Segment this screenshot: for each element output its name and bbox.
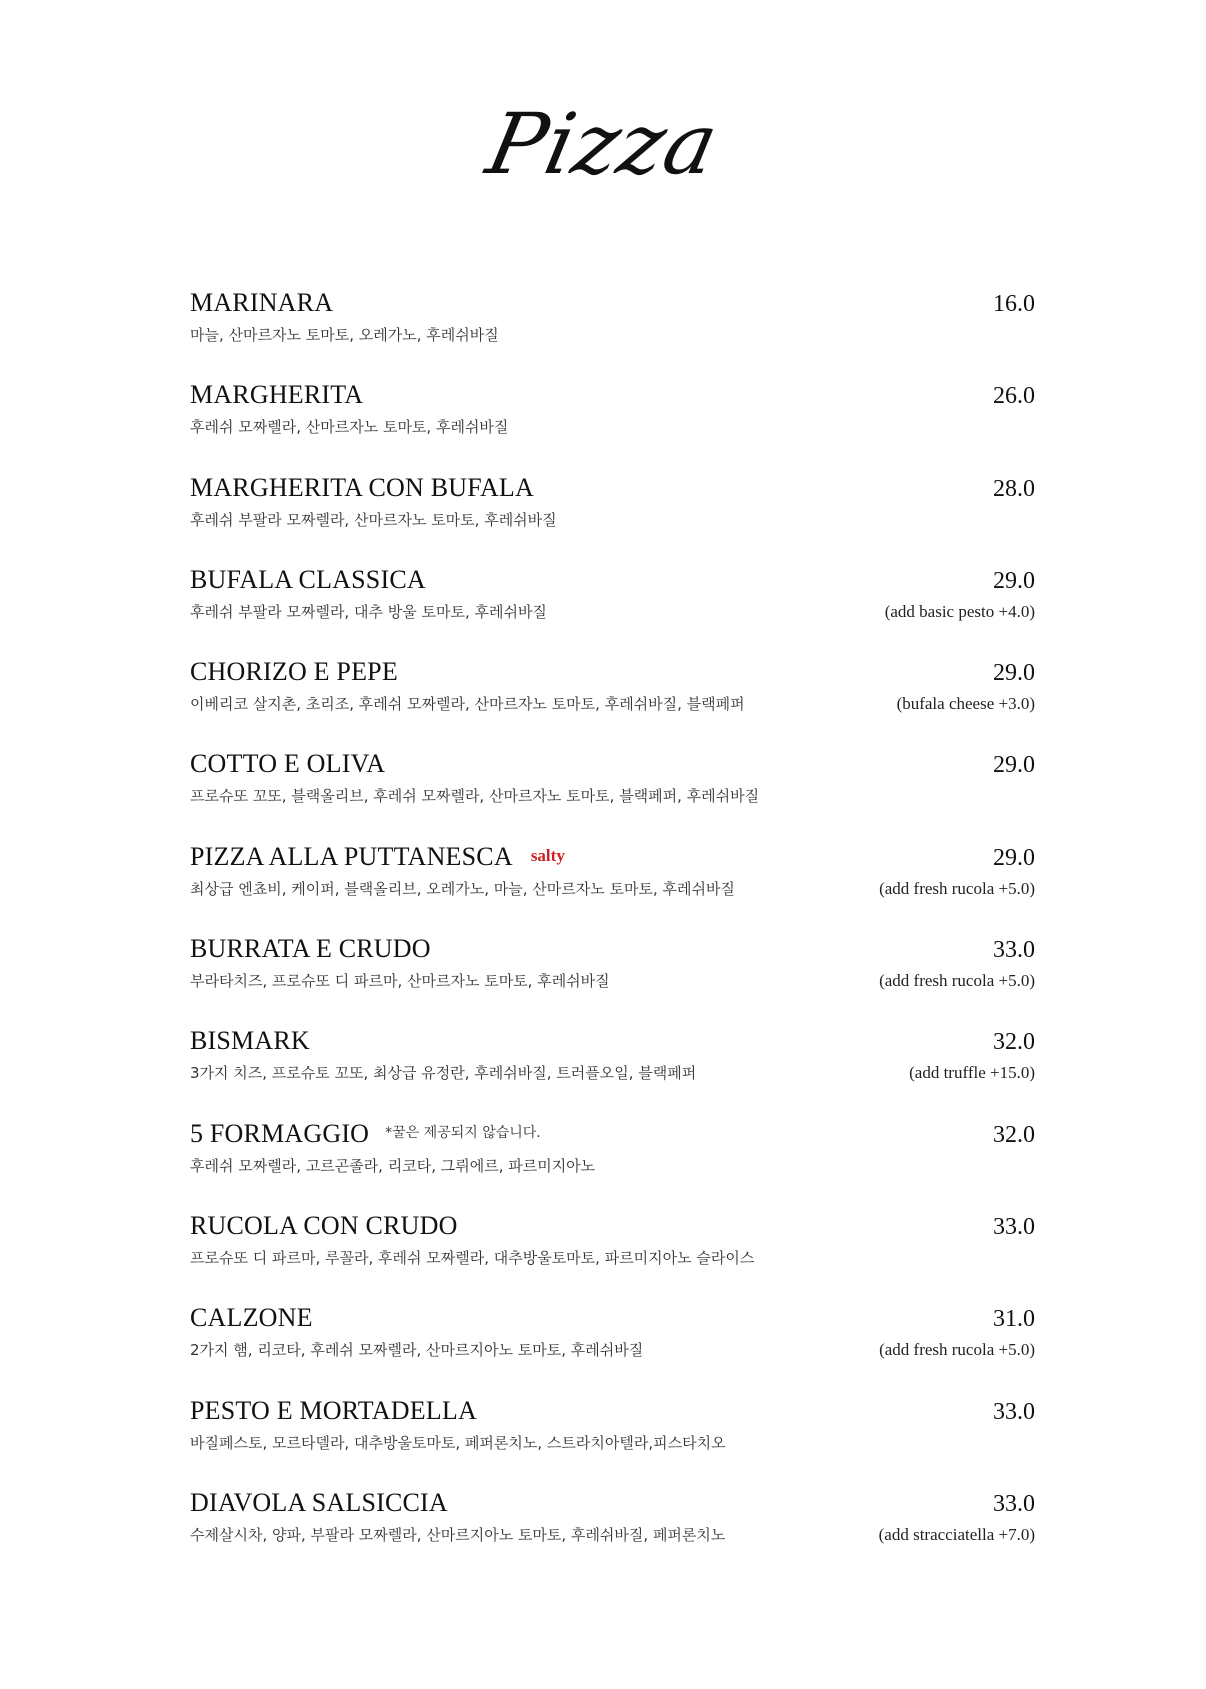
menu-item-price: 33.0: [993, 1398, 1035, 1425]
menu-item-price: 26.0: [993, 383, 1035, 410]
menu-item-description: 2가지 햄, 리코타, 후레쉬 모짜렐라, 산마르지아노 토마토, 후레쉬바질: [190, 1341, 644, 1360]
menu-item-name: RUCOLA CON CRUDO: [190, 1210, 458, 1240]
menu-item-description: 부라타치즈, 프로슈또 디 파르마, 산마르자노 토마토, 후레쉬바질: [190, 972, 610, 991]
menu-item-header: [190, 380, 1035, 414]
menu-item-description: 수제살시차, 양파, 부팔라 모짜렐라, 산마르지아노 토마토, 후레쉬바질, 페퍼론치노: [190, 1525, 726, 1544]
menu-item-name: MARGHERITA CON BUFALA: [190, 472, 534, 502]
menu-item-details: [190, 1155, 1035, 1176]
menu-item-header: [190, 565, 1035, 599]
menu-item-details: [190, 1432, 1035, 1453]
menu-item-header: [190, 1488, 1035, 1522]
menu-item: [190, 1488, 1035, 1580]
menu-item: [190, 1211, 1035, 1303]
menu-item-name-group: [190, 1396, 477, 1426]
menu-item-description: 마늘, 산마르자노 토마토, 오레가노, 후레쉬바질: [190, 326, 499, 344]
menu-item-price: 33.0: [993, 937, 1035, 964]
menu-item-name-group: [190, 288, 333, 318]
menu-item-description: 프로슈또 디 파르마, 루꼴라, 후레쉬 모짜렐라, 대추방울토마토, 파르미지아노 슬라이스: [190, 1248, 755, 1267]
menu-item-name-group: [190, 749, 385, 779]
menu-item-header: [190, 1119, 1035, 1153]
menu-item-name-group: [190, 565, 426, 595]
menu-item-name: COTTO E OLIVA: [190, 749, 386, 779]
menu-item-price: 16.0: [993, 291, 1035, 317]
menu-item-details: [190, 785, 1035, 806]
menu-item-description: 3가지 치즈, 프로슈토 꼬또, 최상급 유정란, 후레쉬바질, 트러플오일, 블랙페퍼: [190, 1064, 697, 1083]
menu-item-price: 29.0: [993, 567, 1035, 594]
menu-item-details: [190, 416, 1035, 437]
menu-item: [190, 1026, 1035, 1118]
menu-item-details: [190, 878, 1035, 899]
menu-item-header: [190, 842, 1035, 876]
menu-item-name: PIZZA ALLA PUTTANESCA: [190, 841, 513, 871]
menu-item-description: 프로슈또 꼬또, 블랙올리브, 후레쉬 모짜렐라, 산마르자노 토마토, 블랙페퍼, 후레쉬바질: [190, 787, 760, 806]
menu-item-tag: salty: [530, 845, 565, 865]
menu-item-details: [190, 601, 1035, 622]
menu-item-addon: (add basic pesto +4.0): [884, 601, 1035, 621]
menu-item-name-group: [190, 1303, 313, 1333]
menu-item-price: 29.0: [993, 752, 1035, 779]
menu-title: Pizza: [479, 95, 727, 193]
menu-item: [190, 1119, 1035, 1211]
menu-item-details: [190, 693, 1035, 714]
menu-item-price: 33.0: [993, 1490, 1035, 1517]
menu-item-description: 바질페스토, 모르타델라, 대추방울토마토, 페퍼론치노, 스트라치아텔라,피스타치오: [190, 1433, 726, 1452]
menu-item-addon: (add fresh rucola +5.0): [879, 971, 1035, 991]
menu-item-header: [190, 1026, 1035, 1060]
menu-item: [190, 1396, 1035, 1488]
menu-item-addon: (add truffle +15.0): [909, 1063, 1035, 1083]
menu-item-description: 이베리코 살지촌, 초리조, 후레쉬 모짜렐라, 산마르자노 토마토, 후레쉬바질, 블랙페퍼: [190, 695, 745, 714]
menu-item-name: BUFALA CLASSICA: [190, 564, 426, 594]
menu-item: [190, 749, 1035, 841]
menu-item-description: 후레쉬 모짜렐라, 고르곤졸라, 리코타, 그뤼에르, 파르미지아노: [190, 1156, 596, 1175]
menu-item-name-group: [190, 1488, 448, 1518]
menu-item-name: CHORIZO E PEPE: [190, 657, 398, 687]
menu-item-price: 28.0: [993, 475, 1035, 502]
menu-item: [190, 1303, 1035, 1395]
menu-item-details: [190, 509, 1035, 530]
menu-item-name: CALZONE: [190, 1303, 313, 1333]
menu-item: [190, 842, 1035, 934]
menu-item-description: 후레쉬 부팔라 모짜렐라, 대추 방울 토마토, 후레쉬바질: [190, 602, 547, 621]
menu-item-details: [190, 1524, 1035, 1545]
menu-item-details: [190, 1062, 1035, 1083]
menu-item-description: 후레쉬 모짜렐라, 산마르자노 토마토, 후레쉬바질: [190, 418, 509, 437]
menu-item-price: 29.0: [993, 844, 1035, 871]
menu-item-price: 31.0: [993, 1306, 1035, 1333]
menu-item-header: [190, 1303, 1035, 1337]
menu-item-name: 5 FORMAGGIO: [190, 1118, 370, 1148]
menu-item-header: [190, 288, 1035, 322]
menu-item-name-group: [190, 657, 398, 687]
menu-item-name: BURRATA E CRUDO: [190, 934, 431, 964]
menu-item: [190, 473, 1035, 565]
menu-item-name: DIAVOLA SALSICCIA: [190, 1487, 448, 1517]
menu-item-name-group: [190, 1026, 310, 1056]
menu-item-addon: (add fresh rucola +5.0): [879, 1340, 1035, 1360]
menu-item: [190, 380, 1035, 472]
menu-item: [190, 565, 1035, 657]
menu-item-header: [190, 1211, 1035, 1245]
menu-item: [190, 288, 1035, 380]
menu-item-details: [190, 324, 1035, 345]
menu-item-addon: (add stracciatella +7.0): [878, 1524, 1035, 1544]
menu-item-addon: (bufala cheese +3.0): [896, 694, 1035, 714]
menu-item-details: [190, 970, 1035, 991]
menu-item-name: MARGHERITA: [190, 380, 364, 410]
menu-item-name-group: [190, 842, 565, 872]
menu-item-price: 32.0: [993, 1029, 1035, 1056]
pizza-menu-list: [190, 288, 1035, 1580]
menu-item-header: [190, 1396, 1035, 1430]
menu-item-price: 29.0: [993, 660, 1035, 687]
menu-item-name-group: [190, 934, 431, 964]
menu-item-header: [190, 934, 1035, 968]
menu-item: [190, 934, 1035, 1026]
menu-item-description: 최상급 엔쵸비, 케이퍼, 블랙올리브, 오레가노, 마늘, 산마르자노 토마토, 후레쉬바질: [190, 879, 735, 898]
menu-item: [190, 657, 1035, 749]
menu-item-details: [190, 1247, 1035, 1268]
menu-item-name: BISMARK: [190, 1026, 310, 1056]
menu-item-header: [190, 657, 1035, 691]
menu-item-price: 33.0: [993, 1213, 1035, 1240]
menu-item-name: MARINARA: [190, 288, 334, 317]
menu-item-name-group: [190, 380, 363, 410]
menu-item-name-group: [190, 1119, 541, 1149]
menu-item-name: PESTO E MORTADELLA: [190, 1395, 477, 1425]
menu-item-name-group: [190, 473, 534, 503]
menu-item-name-group: [190, 1211, 458, 1241]
menu-item-details: [190, 1339, 1035, 1360]
menu-item-addon: (add fresh rucola +5.0): [879, 878, 1035, 898]
menu-item-price: 32.0: [993, 1121, 1035, 1148]
menu-item-header: [190, 473, 1035, 507]
menu-item-header: [190, 749, 1035, 783]
menu-item-description: 후레쉬 부팔라 모짜렐라, 산마르자노 토마토, 후레쉬바질: [190, 510, 557, 529]
menu-item-note: *꿀은 제공되지 않습니다.: [385, 1124, 541, 1141]
